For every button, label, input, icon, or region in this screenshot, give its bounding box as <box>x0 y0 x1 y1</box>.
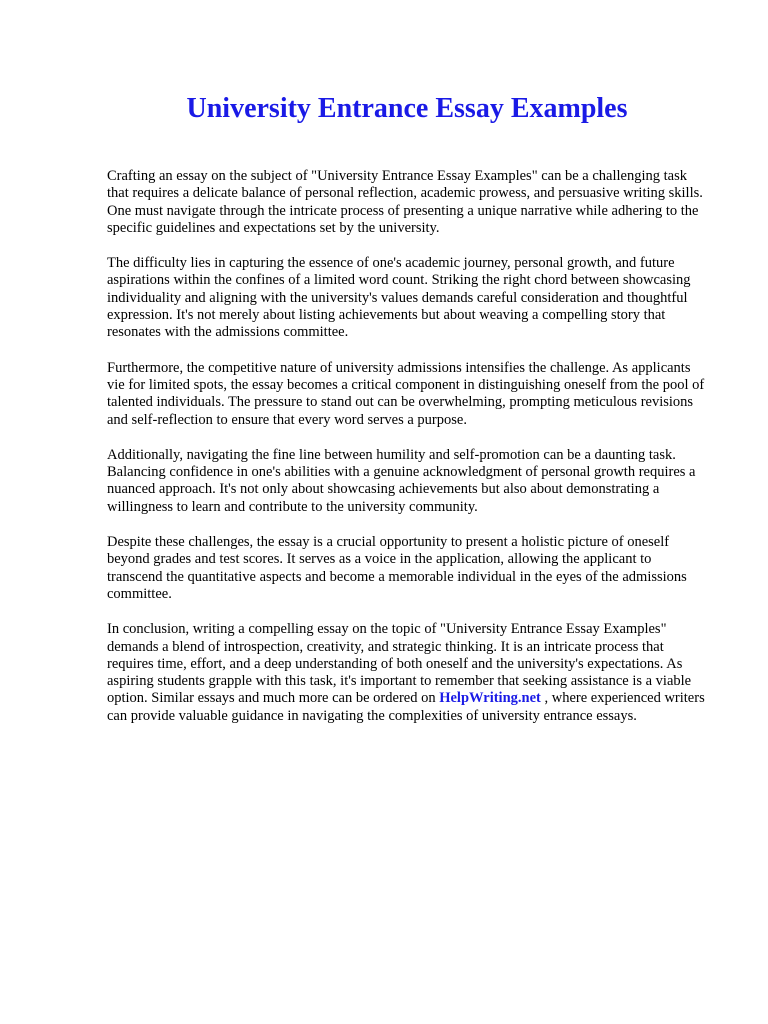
paragraph-3: Furthermore, the competitive nature of university admissions intensifies the challenge. As applicants vie for limited spots, the essay becomes a critical component in distinguishing oneself from the pool of talented individuals. The pressure to stand out can be overwhelming, prompting meticulous revisions and self-reflection to ensure that every word serves a purpose. <box>107 359 705 428</box>
paragraph-1: Crafting an essay on the subject of "University Entrance Essay Examples" can be a challenging task that requires a delicate balance of personal reflection, academic prowess, and persuasive writing skills. One must navigate through the intricate process of presenting a unique narrative while adhering to the specific guidelines and expectations set by the university. <box>107 168 703 236</box>
conclusion-text-after-link: , where experienced writers can provide valuable guidance in navigating the complexities of university entrance essays. <box>107 690 705 724</box>
essay-body <box>107 168 706 725</box>
helpwriting-link[interactable]: HelpWriting.net <box>439 690 541 707</box>
paragraph-5: Despite these challenges, the essay is a crucial opportunity to present a holistic picture of oneself beyond grades and test scores. It serves as a voice in the application, allowing the applicant to transcend the quantitative aspects and become a memorable individual in the eyes of the admissions committee. <box>107 534 687 602</box>
paragraph-conclusion <box>107 621 706 725</box>
conclusion-text-before-link: In conclusion, writing a compelling essay on the topic of "University Entrance Essay Examples" demands a blend of introspection, creativity, and strategic thinking. It is an intricate process that requires time, effort, and a deep understanding of both oneself and the university's expectations. As aspiring students grapple with this task, it's important to remember that seeking assistance is a viable option. Similar essays and much more can be ordered on <box>107 621 692 707</box>
paragraph-4: Additionally, navigating the fine line between humility and self-promotion can be a daunting task. Balancing confidence in one's abilities with a genuine acknowledgment of personal growth requires a nuanced approach. It's not only about showcasing achievements but also about demonstrating a willingness to learn and contribute to the university community. <box>107 446 696 515</box>
page-title: University Entrance Essay Examples <box>186 93 628 124</box>
paragraph-2: The difficulty lies in capturing the essence of one's academic journey, personal growth, and future aspirations within the confines of a limited word count. Striking the right chord between showcasing individuality and aligning with the university's values demands careful consideration and thoughtful expression. It's not merely about listing achievements but about weaving a compelling story that resonates with the admissions committee. <box>107 255 691 341</box>
